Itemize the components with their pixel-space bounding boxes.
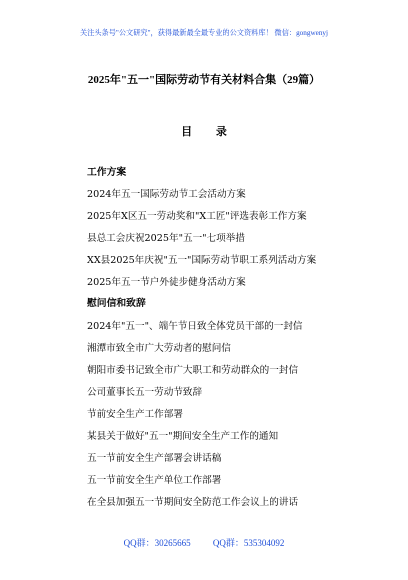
- toc-item[interactable]: 2024年"五一"、端午节日致全体党员干部的一封信: [87, 321, 303, 332]
- toc-section-heading: 工作方案: [87, 167, 127, 178]
- footer-qq-group-1: QQ群：30265665: [123, 538, 191, 548]
- toc-item[interactable]: XX县2025年庆祝"五一"国际劳动节职工系列活动方案: [87, 255, 317, 266]
- footer: [0, 536, 408, 549]
- document-title: 2025年"五一"国际劳动节有关材料合集（29篇）: [87, 74, 321, 86]
- toc-item[interactable]: 公司董事长五一劳动节致辞: [87, 387, 203, 398]
- toc-section-heading: 慰问信和致辞: [87, 298, 146, 309]
- toc-item[interactable]: 某县关于做好"五一"期间安全生产工作的通知: [87, 431, 279, 442]
- header-banner: 关注头条号"公文研究"，获得最新最全最专业的公文资料库！ 微信：gongwenyj: [79, 29, 329, 37]
- toc-item[interactable]: 五一节前安全生产部署会讲话稿: [87, 453, 222, 464]
- toc-item[interactable]: 朝阳市委书记致全市广大职工和劳动群众的一封信: [87, 365, 299, 376]
- toc-item[interactable]: 五一节前安全生产单位工作部署: [87, 475, 222, 486]
- toc-item[interactable]: 在全县加强五一节期间安全防范工作会议上的讲话: [87, 497, 299, 508]
- toc-item[interactable]: 2024年五一国际劳动节工会活动方案: [87, 189, 246, 200]
- toc-item[interactable]: 2025年X区五一劳动奖和"X工匠"评选表彰工作方案: [87, 211, 307, 222]
- toc-item[interactable]: 节前安全生产工作部署: [87, 409, 183, 420]
- footer-qq-group-2: QQ群：535304092: [212, 538, 285, 548]
- toc-item[interactable]: 2025年五一节户外徒步健身活动方案: [87, 277, 246, 288]
- toc-item[interactable]: 湘潭市致全市广大劳动者的慰问信: [87, 343, 231, 354]
- toc-item[interactable]: 县总工会庆祝2025年"五一"七项举措: [87, 233, 245, 244]
- toc-heading: 目 录: [181, 125, 237, 138]
